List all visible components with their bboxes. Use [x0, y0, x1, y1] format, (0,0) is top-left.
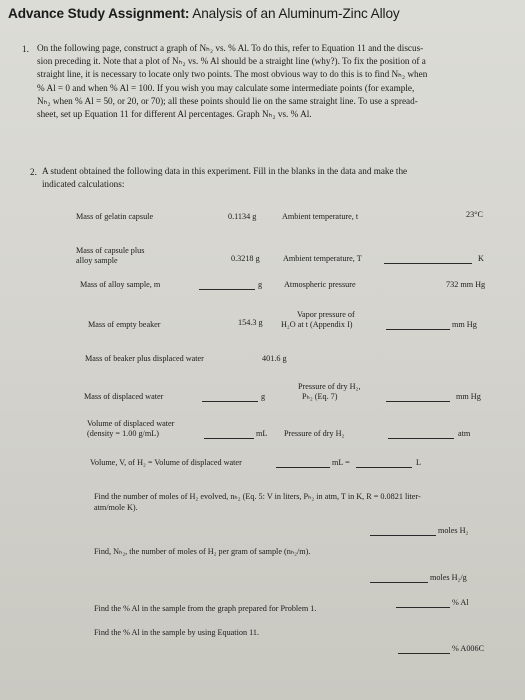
- q1-line: straight line, it is necessary to locate only two points. The most obvious way to do this is to find Nₕ₂ when: [37, 69, 428, 80]
- vol-label-1: Volume of displaced water: [87, 419, 175, 428]
- title-bold: Advance Study Assignment:: [8, 6, 190, 21]
- eq-unit: % A006C: [452, 644, 485, 653]
- volume-h2-l-blank[interactable]: [356, 467, 412, 468]
- capsule-alloy-value: 0.3218 g: [231, 254, 260, 263]
- beaker-plus-label: Mass of beaker plus displaced water: [85, 354, 204, 363]
- displaced-blank[interactable]: [202, 401, 258, 402]
- moles-blank[interactable]: [370, 535, 436, 536]
- alloy-mass-blank[interactable]: [199, 289, 255, 290]
- ambient-T-blank[interactable]: [384, 263, 472, 264]
- q1-text: [37, 42, 517, 121]
- q2-line: indicated calculations:: [42, 179, 125, 190]
- dry-h2-atm-label: Pressure of dry H₂: [284, 429, 345, 438]
- q1-line: On the following page, construct a graph of Nₕ₂ vs. % Al. To do this, refer to Equation 11 and the discus-: [37, 43, 424, 53]
- dry-h2-label-1: Pressure of dry H₂,: [298, 382, 361, 391]
- displaced-unit: g: [261, 392, 266, 401]
- q2-line: A student obtained the following data in this experiment. Fill in the blanks in the data and make the: [42, 166, 408, 176]
- nh2-text: Find, Nₕ₂, the number of moles of H₂ per gram of sample (nₕ₂/m).: [94, 547, 311, 556]
- capsule-alloy-label-2: alloy sample: [76, 256, 118, 265]
- page-title: [8, 6, 400, 21]
- vapor-label-2: H₂O at t (Appendix I): [281, 320, 353, 329]
- nh2-unit: moles H₂/g: [430, 573, 467, 582]
- dry-h2-unit: mm Hg: [456, 392, 481, 401]
- ambient-T-label: Ambient temperature, T: [283, 254, 362, 263]
- dry-h2-atm-unit: atm: [458, 429, 471, 438]
- title-rest: Analysis of an Aluminum-Zinc Alloy: [189, 6, 400, 21]
- beaker-plus-value: 401.6 g: [262, 354, 287, 363]
- atm-label: Atmospheric pressure: [284, 280, 356, 289]
- vol-label-2: (density = 1.00 g/mL): [87, 429, 159, 438]
- gelatin-label: Mass of gelatin capsule: [76, 212, 154, 221]
- graph-unit: % Al: [452, 598, 469, 607]
- graph-blank[interactable]: [396, 607, 450, 608]
- q2-text: [42, 165, 512, 191]
- q1-number: 1.: [22, 44, 29, 54]
- vapor-blank[interactable]: [386, 329, 450, 330]
- q2-number: 2.: [30, 167, 37, 177]
- volume-h2-label: Volume, V, of H₂ = Volume of displaced water: [90, 458, 242, 467]
- moles-text-1: Find the number of moles of H₂ evolved, nₕ₂ (Eq. 5: V in liters, Pₕ₂ in atm, T in K, R = 0.0821 liter-: [94, 492, 421, 501]
- empty-beaker-value: 154.3 g: [238, 318, 263, 327]
- ambient-t-value: 23°C: [466, 210, 483, 219]
- volume-h2-unit: mL =: [332, 458, 350, 467]
- eq-blank[interactable]: [398, 653, 450, 654]
- atm-value: 732 mm Hg: [446, 280, 486, 289]
- q1-line: % Al = 0 and when % Al = 100. If you wish you may calculate some intermediate points (for example,: [37, 82, 415, 93]
- q1-line: Nₕ₂ when % Al = 50, or 20, or 70); all these points should lie on the same straight line. To use a spread-: [37, 95, 418, 106]
- volume-h2-unit2: L: [416, 458, 422, 467]
- eq-text: Find the % Al in the sample by using Equation 11.: [94, 628, 260, 637]
- q1-line: sheet, set up Equation 11 for different Al percentages. Graph Nₕ₂ vs. % Al.: [37, 109, 312, 120]
- vol-unit: mL: [256, 429, 268, 438]
- dry-h2-label-2: Pₕ₂ (Eq. 7): [302, 392, 338, 401]
- alloy-mass-label: Mass of alloy sample, m: [80, 280, 161, 289]
- ambient-t-label: Ambient temperature, t: [282, 212, 359, 221]
- vol-blank[interactable]: [204, 438, 254, 439]
- vapor-unit: mm Hg: [452, 320, 477, 329]
- ambient-T-unit: K: [478, 254, 484, 263]
- volume-h2-ml-blank[interactable]: [276, 467, 330, 468]
- alloy-mass-unit: g: [258, 280, 263, 289]
- nh2-blank[interactable]: [370, 582, 428, 583]
- displaced-label: Mass of displaced water: [84, 392, 164, 401]
- q1-line: sion preceding it. Note that a plot of Nₕ₂ vs. % Al should be a straight line (why?). To fix the position of a: [37, 56, 426, 67]
- dry-h2-blank[interactable]: [386, 401, 450, 402]
- dry-h2-atm-blank[interactable]: [388, 438, 454, 439]
- vapor-label-1: Vapor pressure of: [297, 310, 355, 319]
- moles-unit: moles H₂: [438, 526, 469, 535]
- gelatin-value: 0.1134 g: [228, 212, 257, 221]
- empty-beaker-label: Mass of empty beaker: [88, 320, 161, 329]
- capsule-alloy-label-1: Mass of capsule plus: [76, 246, 145, 255]
- moles-text-2: atm/mole K).: [94, 503, 138, 512]
- graph-text: Find the % Al in the sample from the graph prepared for Problem 1.: [94, 604, 317, 613]
